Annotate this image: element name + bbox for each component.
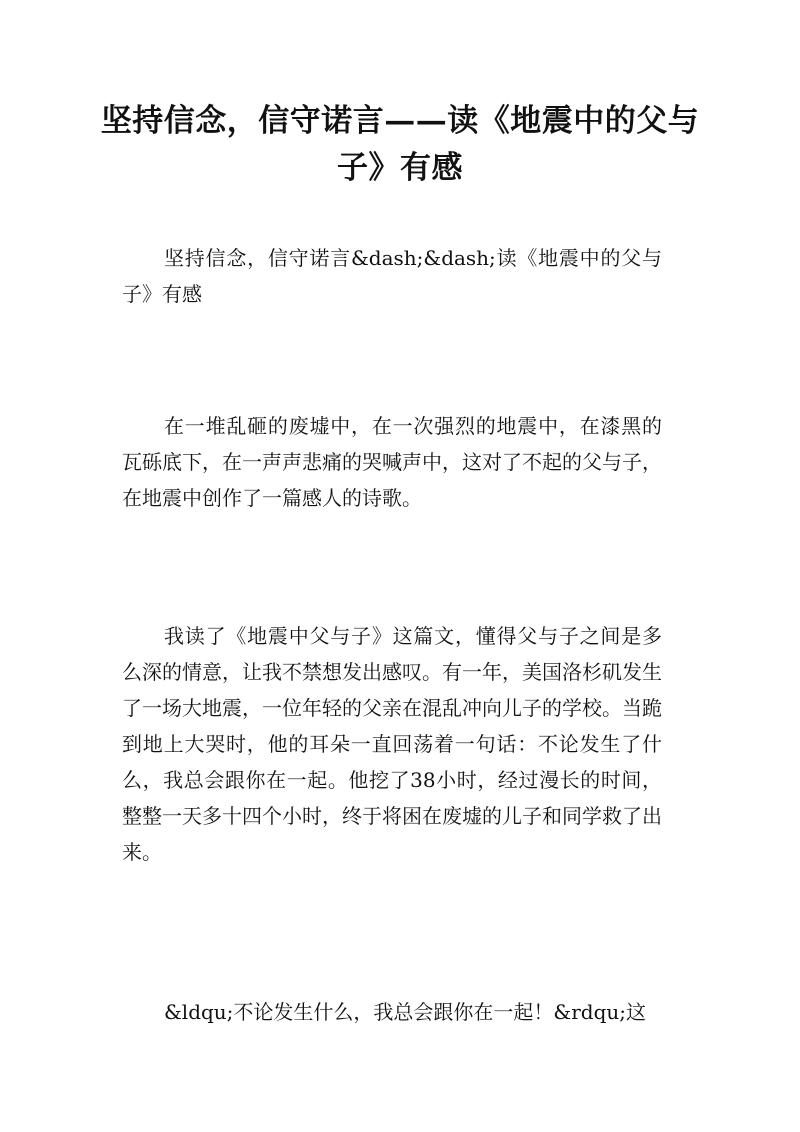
paragraph-quote: &ldqu;不论发生什么，我总会跟你在一起！&rdqu;这 (164, 1000, 647, 1024)
paragraph-subtitle: 坚持信念，信守诺言&dash;&dash;读《地震中的父与子》有感 (122, 246, 662, 306)
paragraph-story-summary: 我读了《地震中父与子》这篇文，懂得父与子之间是多么深的情意，让我不禁想发出感叹。有一年，美国洛杉矶发生了一场大地震，一位年轻的父亲在混乱冲向儿子的学校。当跪到地上大哭时，他的耳朵一直回荡着一句话：不论发生了什么，我总会跟你在一起。他挖了38小时，经过漫长的时间，整整一天多十四个小时，终于将困在废墟的儿子和同学救了出来。 (122, 624, 662, 864)
paragraph-earthquake-scene: 在一堆乱砸的废墟中，在一次强烈的地震中，在漆黑的瓦砾底下，在一声声悲痛的哭喊声中，这对了不起的父与子，在地震中创作了一篇感人的诗歌。 (122, 414, 662, 510)
document-title: 坚持信念，信守诺言——读《地震中的父与子》有感 (100, 103, 700, 186)
